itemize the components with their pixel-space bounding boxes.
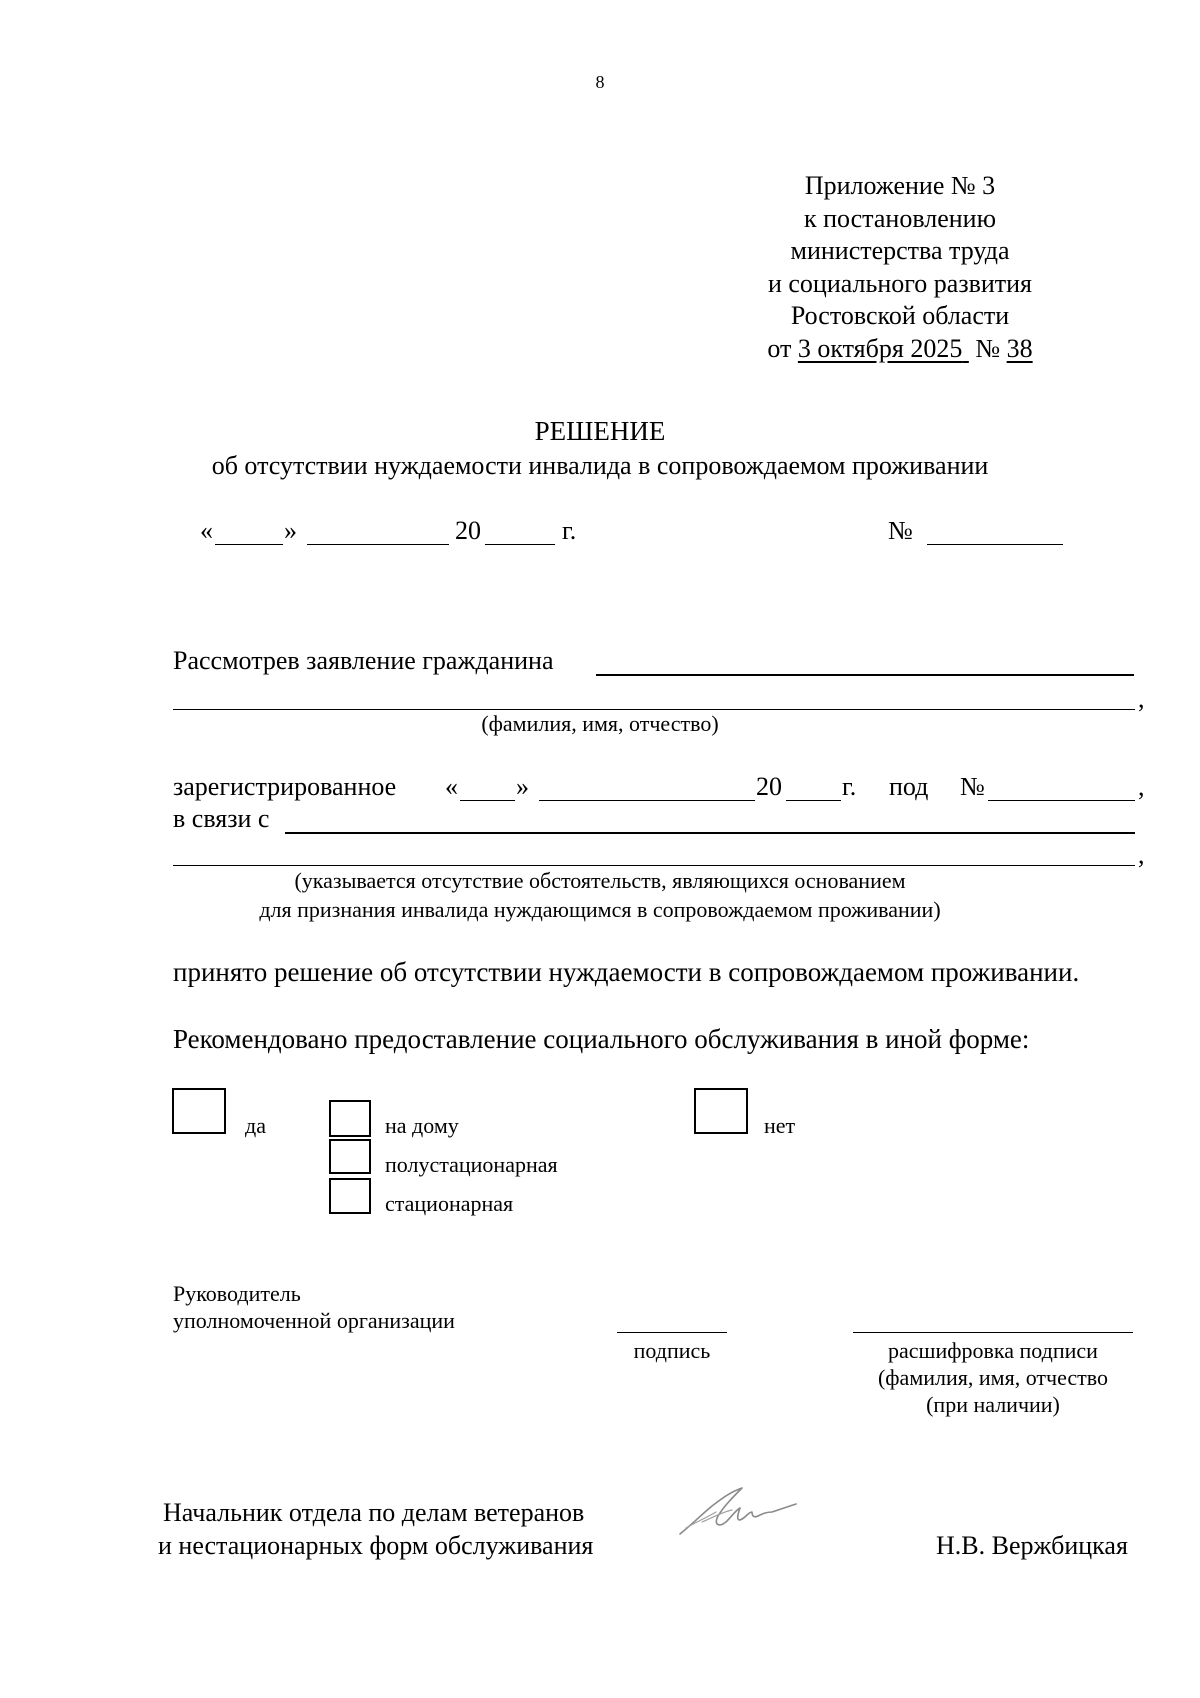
registered-year-prefix: 20 <box>756 772 782 801</box>
number-field[interactable] <box>927 544 1063 545</box>
decode-caption-line2: (фамилия, имя, отчество <box>877 1365 1109 1390</box>
reason-caption-line2: для признания инвалида нуждающимся в сопровождаемом проживании) <box>259 897 941 922</box>
date-open-quote: « <box>200 516 213 545</box>
footer-signer-name: Н.В. Вержбицкая <box>936 1531 1128 1560</box>
appendix-header <box>700 170 1100 366</box>
footer-position-line1: Начальник отдела по делам ветеранов <box>163 1498 585 1527</box>
day-field[interactable] <box>215 544 283 545</box>
appendix-date-value: 3 октября 2025 <box>797 333 963 363</box>
year-suffix: г. <box>562 516 577 545</box>
semi-stationary-label: полустационарная <box>385 1152 558 1177</box>
signature-field[interactable] <box>617 1332 727 1333</box>
reason-field[interactable] <box>285 832 1135 834</box>
footer-position-line2: и нестационарных форм обслуживания <box>158 1531 594 1560</box>
registered-day-field[interactable] <box>460 800 515 801</box>
registered-year-field[interactable] <box>786 800 841 801</box>
appendix-line: к постановлению <box>803 203 997 233</box>
signature-decode-field[interactable] <box>853 1332 1133 1333</box>
semi-stationary-checkbox[interactable] <box>329 1139 371 1174</box>
at-home-checkbox[interactable] <box>329 1100 371 1137</box>
citizen-name-field[interactable] <box>596 674 1134 676</box>
no-checkbox[interactable] <box>694 1088 748 1134</box>
appendix-number-prefix: № <box>975 333 1001 363</box>
under-label: под <box>889 772 929 801</box>
appendix-date-prefix: от <box>767 333 792 363</box>
registered-month-field[interactable] <box>539 800 755 801</box>
handwritten-signature <box>672 1482 802 1544</box>
at-home-label: на дому <box>385 1113 459 1138</box>
year-field[interactable] <box>485 544 555 545</box>
no-label: нет <box>764 1113 796 1138</box>
year-prefix: 20 <box>455 516 481 545</box>
yes-label: да <box>245 1113 266 1138</box>
registered-number-label: № <box>960 772 985 801</box>
stationary-checkbox[interactable] <box>329 1178 371 1214</box>
citizen-name-field-continued[interactable] <box>173 709 1135 710</box>
comma: , <box>1138 684 1145 713</box>
comma: , <box>1138 840 1145 869</box>
registered-label: зарегистрированное <box>173 772 397 801</box>
document-title: РЕШЕНИЕ <box>534 416 666 446</box>
yes-checkbox[interactable] <box>172 1088 226 1134</box>
appendix-title: Приложение № 3 <box>804 171 996 200</box>
decode-caption-line3: (при наличии) <box>926 1392 1060 1417</box>
registered-close-quote: » <box>516 772 529 801</box>
registered-open-quote: « <box>445 772 458 801</box>
document-subtitle: об отсутствии нуждаемости инвалида в сопровождаемом проживании <box>211 451 989 480</box>
reason-caption-line1: (указывается отсутствие обстоятельств, являющихся основанием <box>294 868 906 893</box>
reason-field-continued[interactable] <box>173 865 1135 866</box>
registered-year-suffix: г. <box>842 772 857 801</box>
signature-caption: подпись <box>633 1338 711 1363</box>
date-close-quote: » <box>284 516 297 545</box>
number-label: № <box>888 516 913 545</box>
appendix-line: Ростовской области <box>790 301 1010 331</box>
comma: , <box>1138 772 1145 801</box>
appendix-line: министерства труда <box>790 236 1010 266</box>
appendix-number-value: 38 <box>1006 333 1033 363</box>
decode-caption-line1: расшифровка подписи <box>888 1338 1098 1363</box>
stationary-label: стационарная <box>385 1191 514 1216</box>
due-to-label: в связи с <box>173 804 270 833</box>
fio-caption: (фамилия, имя, отчество) <box>481 711 719 736</box>
appendix-line: и социального развития <box>767 268 1033 298</box>
recommendation-text: Рекомендовано предоставление социального обслуживания в иной форме: <box>173 1024 1030 1054</box>
considered-label: Рассмотрев заявление гражданина <box>173 646 554 675</box>
head-title-line1: Руководитель <box>173 1281 301 1306</box>
page-number: 8 <box>595 72 605 92</box>
decision-text: принято решение об отсутствии нуждаемости в сопровождаемом проживании. <box>173 957 1080 987</box>
appendix-date-line <box>700 333 1100 366</box>
registered-number-field[interactable] <box>988 800 1135 801</box>
head-title-line2: уполномоченной организации <box>173 1308 455 1333</box>
month-field[interactable] <box>307 544 449 545</box>
